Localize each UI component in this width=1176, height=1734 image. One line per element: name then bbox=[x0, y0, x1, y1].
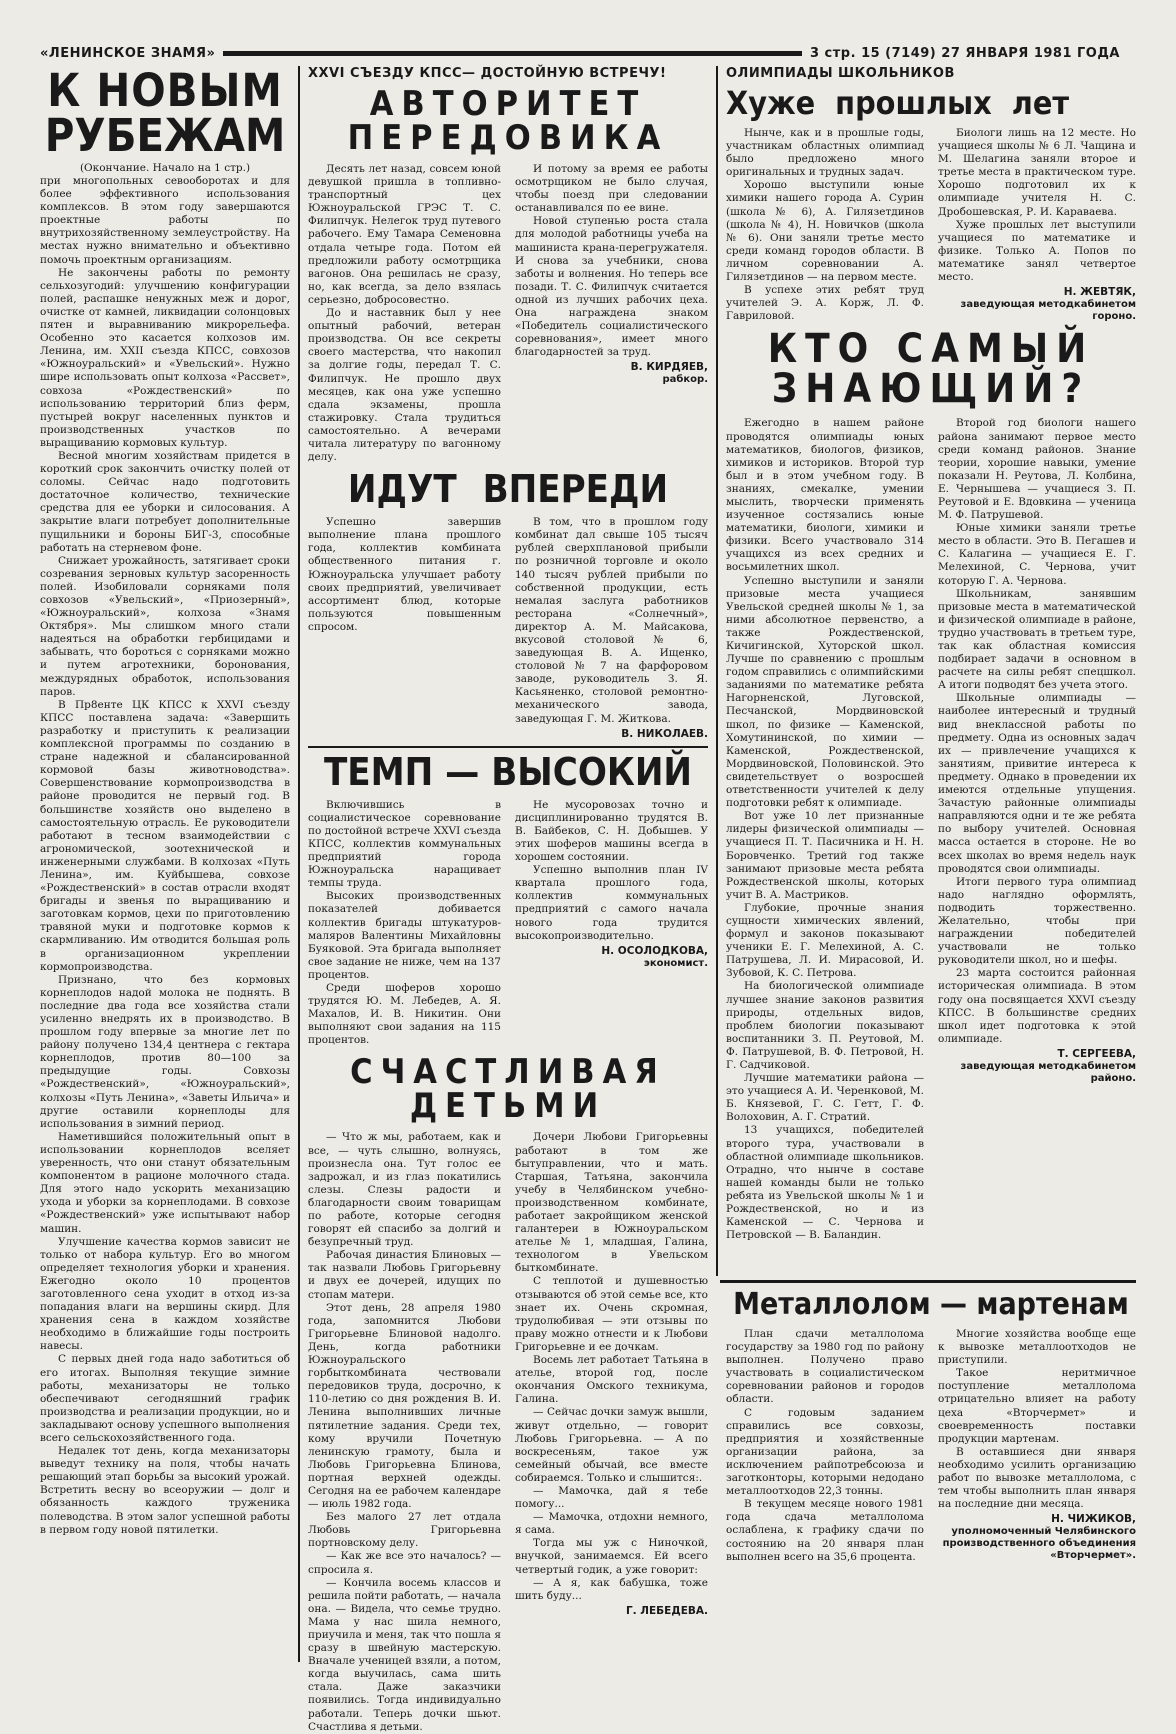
article-tempo bbox=[308, 749, 708, 1048]
signature: Г. ЛЕБЕДЕВА. bbox=[625, 1604, 708, 1617]
article-worse-than-before bbox=[726, 84, 1136, 323]
headline-who-2: ЗНАЮЩИЙ? bbox=[771, 366, 1091, 413]
paragraph: Восемь лет работает Татьяна в ателье, второй год, после окончания Омского техникума, Галина. bbox=[515, 1354, 708, 1406]
paragraph: Лучшие математики района — это учащиеся А. И. Черенковой, М. Б. Князевой, Г. С. Гетт, Г. Ф. Волоховин, А. Г. Стратий. bbox=[726, 1072, 924, 1124]
paragraph: Среди шоферов хорошо трудятся Ю. М. Лебедев, А. Я. Махалов, И. В. Никитин. Они выполняют свои задания на 115 процентов. bbox=[308, 981, 501, 1047]
paragraph: Высоких производственных показателей добивается коллектив бригады штукатуров-маляров Валентины Михайловны Буяковой. Эта бригада выполняет свое задание не ниже, чем на 137 процентов. bbox=[308, 890, 501, 981]
paragraph: Без малого 27 лет отдала Любовь Григорьевна портновскому делу. bbox=[308, 1511, 501, 1550]
headline-authority-2: ПЕРЕДОВИКА bbox=[347, 118, 669, 158]
paragraph: Успешно завершив выполнение плана прошлого года, коллектив комбината общественного питания г. Южноуральска улучшает работу своих предприятий, увеличивает ассортимент блюд, которые пользуются повышенным спросом. bbox=[308, 516, 501, 633]
article-happy-children bbox=[308, 1052, 708, 1733]
paragraph: На биологической олимпиаде лучшее знание законов развития природы, отдельных видов, проблем биологии показывают воспитанники З. П. Реутовой, М. Ф. Патрушевой, В. Ф. Петровой, Н. Г. Садчиковой. bbox=[726, 980, 924, 1071]
paragraph: Новой ступенью роста стала для молодой работницы учеба на машиниста крана-перегружателя. И снова за учебники, снова заботы и волнения. Но теперь все позади. Т. С. Филипчук считается одной из лучших рабочих цеха. Она награждена знаком «Победитель социалистического соревнования», имеет много благодарностей за труд. bbox=[515, 215, 708, 359]
paragraph: Вот уже 10 лет признанные лидеры физической олимпиады — учащиеся П. Т. Пасичника и Н. Н. Боровченко. Третий год также занимают призовые места ребята Рождественской школы, которых учит В. А. Мастриков. bbox=[726, 810, 924, 901]
paragraph: Весной многим хозяйствам придется в короткий срок закончить очистку полей от соломы. Сейчас надо подготовить достаточное количество, технические средства для ее уборки и силосования. А закрытие влаги потребует дополнительные пущильники и бороны БИГ-3, способные работать на стерневом фоне. bbox=[40, 449, 290, 554]
paragraph: Десять лет назад, совсем юной девушкой пришла в топливно-транспортный цех Южноуральской ГРЭС Т. С. Филипчук. Нелегок труд путевого рабочего. Ему Тамара Семеновна отдала четыре года. Потом ей предложили работу осмотрщика вагонов. Она решилась не сразу, но, как всегда, за дело взялась серьезно, добросовестно. bbox=[308, 163, 501, 306]
headline-worse: Хуже прошлых лет bbox=[726, 84, 1070, 122]
headline-authority-1: АВТОРИТЕТ bbox=[369, 84, 647, 124]
paragraph: Наметившийся положительный опыт в использовании корнеплодов вселяет уверенность, что они станут обязательным компонентом в рационе молочного стада. Для этого надо ускорить механизацию ухода и уборки за корнеплодами. В совхозе «Рождественский» уже испытывают набор машин. bbox=[40, 1130, 290, 1235]
paragraph: при многопольных севооборотах и для более эффективного использования комплексов. В этом году завершаются проектные работы по внутрихозяйственному землеустройству. На местах нужно внимательно и объективно помочь проектным организациям. bbox=[40, 175, 290, 266]
signature-role: уполномоченный Челябинского производственного объединения «Вторчермет». bbox=[942, 1526, 1136, 1562]
paragraph: Рабочая династия Блиновых — так назвали Любовь Григорьевну и двух ее дочерей, идущих по стопам матери. bbox=[308, 1249, 501, 1301]
paragraph: — Что ж мы, работаем, как и все, — чуть слышно, волнуясь, произнесла она. Тут голос ее задрожал, и из глаз покатились слезы. Слезы радости и благодарности своим товарищам по работе, которые сегодня говорят ей спасибо за долгий и безупречный труд. bbox=[308, 1131, 501, 1249]
paragraph: Итоги первого тура олимпиад надо наглядно оформлять, подводить торжественно. Желательно, чтобы при награждении победителей участвовали не только руководители школ, но и шефы. bbox=[938, 875, 1136, 967]
column-divider-left bbox=[298, 66, 300, 1662]
paragraph: 13 учащихся, победителей второго тура, участвовали в областной олимпиаде школьников. Отрадно, что нынче в составе нашей команды были не только ребята из Увельской школы № 1 и Рождественской, но и из Каменской — С. Чернова и Петровской — В. Баландин. bbox=[726, 1124, 924, 1242]
signature-role: рабкор. bbox=[662, 374, 708, 386]
box-rule-top bbox=[720, 1280, 1136, 1283]
paragraph: В Пр8енте ЦК КПСС к XXVI съезду КПСС поставлена задача: «Завершить разработку и приступить к реализации комплексной программы по созданию в стране надежной и сбалансированной кормовой базы животноводства». Совершенствование кормопроизводства в районе проводится не первый год. В большинстве хозяйств оно выделено в самостоятельную отрасль. Ее руководители работают в тесном взаимодействии с агрономической, зоотехнической и инженерными службами. В колхозах «Путь Ленина», им. Куйбышева, совхозе «Рождественский» в состав отрасли входят бригады и звенья по выращиванию и заготовкам кормов, цехи по приготовлению травяной муки и подготовке кормов к скармливанию. Им отводится большая роль в организационном укреплении кормопроизводства. bbox=[40, 698, 290, 973]
paragraph: Не мусоровозах точно и дисциплинированно трудятся В. В. Байбеков, С. Н. Добышев. У этих шоферов машины всегда в хорошем состоянии. bbox=[515, 798, 708, 864]
masthead-rule bbox=[223, 51, 802, 56]
paragraph: До и наставник был у нее опытный рабочий, ветеран производства. Он все секреты своего мастерства, что накопил за долгие годы, передал Т. С. Филипчук. Не прошло двух месяцев, как она уже успешно сдала экзамены, прошла стажировку. Стала трудиться самостоятельно. А вечерами читала литературу по вагонному делу. bbox=[308, 307, 501, 464]
paragraph: Ежегодно в нашем районе проводятся олимпиады юных математиков, биологов, физиков, химиков и историков. Второй тур был и в этом учебном году. В знаниях, смекалке, умении мыслить, творчески применять изученное состязались юные математики, биологи, химики и физики. Всего участвовало 314 учащихся из всех средних и восьмилетних школ. bbox=[726, 417, 924, 574]
paragraph: — Мамочка, дай я тебе помогу... bbox=[515, 1484, 708, 1511]
article-authority bbox=[308, 84, 708, 464]
rubric-congress: XXVI СЪЕЗДУ КПСС— ДОСТОЙНУЮ ВСТРЕЧУ! bbox=[308, 66, 667, 81]
paragraph: Юные химики заняли третье место в области. Это В. Пегашев и С. Калагина — учащиеся Е. Г. Мелехиной, С. Чернова, учит которую Г. А. Чернова. bbox=[938, 522, 1136, 587]
headline-lead: ИДУТ ВПЕРЕДИ bbox=[347, 467, 669, 512]
article-lead bbox=[308, 467, 708, 741]
paragraph: Успешно выполнив план IV квартала прошлого года, коллектив коммунальных предприятий с самого начала нового года трудится высокопроизводительно. bbox=[515, 864, 708, 942]
paragraph: — Кончила восемь классов и решила пойти работать, — начала она. — Видела, что семье трудно. Мама у нас шила немного, приучила и меня, так что пошла я сразу в швейную мастерскую. Вначале ученицей взяли, а потом, когда выучилась, сама шить стала. Даже заказчики появились. Тогда индивидуально работали. Теперь дочки шьют. Счастлива я детьми. bbox=[308, 1576, 501, 1733]
middle-column bbox=[308, 66, 708, 1733]
paragraph: И потому за время ее работы осмотрщиком не было случая, чтобы поезд при следовании останавливался по ее вине. bbox=[515, 163, 708, 215]
paragraph: В том, что в прошлом году комбинат дал свыше 105 тысяч рублей сверхплановой прибыли по розничной торговле и около 140 тысяч рублей прибыли по собственной продукции, есть немалая заслуга работников ресторана «Солнечный», директор А. М. Майсакова, вкусовой столовой № 6, заведующая В. А. Ищенко, столовой № 7 на фарфоровом заводе, руководитель З. Я. Касьяненко, столовой ремонтно-механического завода, заведующая Г. М. Житкова. bbox=[515, 516, 708, 725]
paragraph: Такое неритмичное поступление металлолома отрицательно влияет на работу цеха «Вторчермет» и своевременность поставки продукции мартенам. bbox=[938, 1367, 1136, 1445]
paragraph: Биологи лишь на 12 месте. Но учащиеся школы № 6 Л. Чащина и М. Шелагина заняли второе и третье места в практическом туре. Хорошо подготовил их к олимпиаде учителя Н. С. Дробошевская, Р. И. Караваева. bbox=[938, 127, 1136, 218]
signature-role: заведующая методкабинетом гороно. bbox=[960, 299, 1136, 323]
paragraph: Признано, что без кормовых корнеплодов надой молока не поднять. В последние два года все хозяйства стали усиленно внедрять их в производство. В прошлом году впервые за многие лет по району получено 134,4 центнера с гектара корнеплодов, против 80—100 за предыдущие годы. Совхозы «Рождественский», «Южноуральский», колхозы «Путь Ленина», «Заветы Ильича» и другие оставили корнеплоды для использования в зимний период. bbox=[40, 973, 290, 1130]
paragraph: Хорошо выступили юные химики нашего города А. Сурин (школа № 6), А. Гилязетдинов (школа № 4), Н. Новичков (школа № 6). Они заняли третье место среди команд городов области. В личном соревновании А. Гилязетдинов — на первом месте. bbox=[726, 179, 924, 284]
masthead bbox=[40, 42, 1120, 64]
paragraph: Недалек тот день, когда механизаторы выведут технику на поля, чтобы начать решающий этап борьбы за высокий урожай. Встретить весну во всеоружии — долг и обязанность каждого труженика полеводства. В этом залог успешной работы в первом году новой пятилетки. bbox=[40, 1445, 290, 1536]
signature: В. КИРДЯЕВ, bbox=[630, 361, 708, 374]
headline-scrap: Металлолом — мартенам bbox=[733, 1287, 1129, 1322]
paragraph: — Как же все это началось? — спросила я. bbox=[308, 1550, 501, 1576]
headline-line-2: РУБЕЖАМ bbox=[44, 109, 286, 162]
paragraph: План сдачи металлолома государству за 1980 год по району выполнен. Получено право участвовать в социалистическом соревновании районов и городов области. bbox=[726, 1328, 924, 1406]
newspaper-name: «ЛЕНИНСКОЕ ЗНАМЯ» bbox=[40, 45, 216, 61]
column-divider-right bbox=[716, 66, 718, 1276]
continuation-note: (Окончание. Начало на 1 стр.) bbox=[79, 162, 251, 174]
article-divider bbox=[308, 746, 708, 748]
signature: Т. СЕРГЕЕВА, bbox=[1057, 1047, 1136, 1060]
signature: Н. ЧИЖИКОВ, bbox=[1051, 1513, 1136, 1526]
paragraph: Школьные олимпиады — наиболее интересный и трудный вид внеклассной работы по предмету. Одна из основных задач их — привлечение учащихся к занятиям, привитие интереса к предмету. Однако в проведении их имеются отдельные упущения. Зачастую районные олимпиады направляются одни и те же ребята по выбору учителей. Основная масса остается в стороне. Не во всех школах во время недель наук проводятся свои олимпиады. bbox=[938, 692, 1136, 875]
paragraph: Хуже прошлых лет выступили учащиеся по математике и физике. Только А. Попов по математике занял четвертое место. bbox=[938, 218, 1136, 284]
headline-line-1: К НОВЫМ bbox=[47, 64, 283, 117]
paragraph: Снижает урожайность, затягивает сроки созревания зерновых культур засоренность полей. Изобиловали сорняками поля совхозов «Увельский», «Приозерный», «Южноуральский», колхоза «Знамя Октября». Мы слишком много стали надеяться на обработки гербицидами и забывать, что бороться с сорняками можно и путем агротехники, боронования, междурядных обработок, использования паров. bbox=[40, 554, 290, 698]
paragraph: С годовым заданием справились все совхозы, предприятия и хозяйственные организации района, за исключением райпотребсоюза и заготконторы, которыми недодано металлоотходов 22,3 тонны. bbox=[726, 1406, 924, 1498]
headline-who-1: КТО САМЫЙ bbox=[767, 326, 1095, 373]
paragraph: Многие хозяйства вообще еще к вывозке металлоотходов не приступили. bbox=[938, 1328, 1136, 1367]
headline-happy-1: СЧАСТЛИВАЯ bbox=[350, 1052, 666, 1093]
paragraph: Глубокие, прочные знания сущности химических явлений, формул и законов показывают ученики Е. Г. Мелехиной, А. С. Патрушева, Л. И. Мирасовой, И. Зубовой, К. С. Петрова. bbox=[726, 901, 924, 980]
signature-role: экономист. bbox=[643, 957, 708, 969]
paragraph: Включившись в социалистическое соревнование по достойной встрече XXVI съезда КПСС, коллектив коммунальных предприятий города Южноуральска наращивает темпы труда. bbox=[308, 798, 501, 890]
signature: В. НИКОЛАЕВ. bbox=[621, 727, 708, 740]
paragraph: С первых дней года надо заботиться об его итогах. Выполняя текущие зимние работы, механизаторы не только обеспечивают сегодняшний график производства и реализации продукции, но и закладывают основу успешного выполнения всего сельскохозяйственного года. bbox=[40, 1353, 290, 1444]
headline-tempo: ТЕМП — ВЫСОКИЙ bbox=[323, 749, 693, 794]
paragraph: Улучшение качества кормов зависит не только от набора культур. Его во многом определяет технология уборки и хранения. Ежегодно около 10 процентов заготовленного сена уходит в отход из-за попадания влаги на вершины скирд. Для хранения сена в каждом хозяйстве необходимо в ближайшие годы построить навесы. bbox=[40, 1235, 290, 1353]
right-column bbox=[726, 66, 1136, 1276]
paragraph: — Сейчас дочки замуж вышли, живут отдельно, — говорит Любовь Григорьевна. — А по воскресеньям, такое уж семейный обычай, все вместе собираемся. Только и слышится:. bbox=[515, 1406, 708, 1484]
paragraph: — А я, как бабушка, тоже шить буду... bbox=[515, 1576, 708, 1602]
paragraph: В текущем месяце нового 1981 года сдача металлолома ослаблена, к графику сдачи по состоянию на 20 января план выполнен всего на 35,6 процента. bbox=[726, 1498, 924, 1563]
paragraph: Дочери Любови Григорьевны работают в том же бытуправлении, что и мать. Старшая, Татьяна, закончила учебу в Челябинском учебно-производственном комбинате, работает закройщиком женской галантереи в Южноуральском ателье № 1, младшая, Галина, технологом в Увельском быткомбинате. bbox=[515, 1131, 708, 1275]
article-scrap-metal bbox=[726, 1287, 1136, 1664]
paragraph: В успехе этих ребят труд учителей Э. А. Корж, Л. Ф. Гавриловой. bbox=[726, 284, 924, 323]
paragraph: Нынче, как и в прошлые годы, участникам областных олимпиад было предложено много оригинальных и трудных задач. bbox=[726, 127, 924, 179]
issue-info: 3 стр. 15 (7149) 27 ЯНВАРЯ 1981 ГОДА bbox=[809, 45, 1120, 61]
paragraph: С теплотой и душевностью отзываются об этой семье все, кто знает их. Очень скромная, трудолюбивая — эти отзывы по праву можно отнести и к Любови Григорьевне и ее дочкам. bbox=[515, 1275, 708, 1353]
paragraph: Этот день, 28 апреля 1980 года, запомнится Любови Григорьевне Блиновой надолго. День, когда работники Южноуральского горбыткомбината чествовали передовиков труда, досрочно, к 110-летию со дня рождения В. И. Ленина выполнивших личные пятилетние задания. Среди тех, кому вручили Почетную ленинскую грамоту, была и Любовь Григорьевна Блинова, портная верхней одежды. Сегодня на ее рабочем календаре — июль 1982 года. bbox=[308, 1301, 501, 1511]
paragraph: Второй год биологи нашего района занимают первое место среди команд районов. Знание теории, хорошие навыки, умение показали Н. Реутова, Л. Колбина, Е. Чернышева — учащиеся З. П. Реутовой и Е. Вдовкина — ученица М. Ф. Патрушевой. bbox=[938, 417, 1136, 522]
signature-role: заведующая методкабинетом районо. bbox=[960, 1060, 1136, 1084]
rubric-olympiads: ОЛИМПИАДЫ ШКОЛЬНИКОВ bbox=[726, 66, 955, 81]
signature: Н. ОСОЛОДКОВА, bbox=[601, 944, 708, 957]
paragraph: В оставшиеся дни января необходимо усилить организацию работ по вывозке металлолома, с тем чтобы выполнить план января на последние дни месяца. bbox=[938, 1445, 1136, 1511]
paragraph: 23 марта состоится районная историческая олимпиада. В этом году она посвящается XXVI съезду КПСС. В большинстве средних школ идет подготовка к этой олимпиаде. bbox=[938, 967, 1136, 1045]
paragraph: — Мамочка, отдохни немного, я сама. bbox=[515, 1511, 708, 1537]
signature: Н. ЖЕВТЯК, bbox=[1063, 286, 1136, 299]
paragraph: Тогда мы уж с Ниночкой, внучкой, занимаемся. Ей всего четвертый годик, а уже говорит: bbox=[515, 1537, 708, 1576]
article-new-frontiers bbox=[40, 64, 290, 1664]
article-who-knows-most bbox=[726, 326, 1136, 1242]
paragraph: Не закончены работы по ремонту сельхозугодий: улучшению конфигурации полей, распашке ненужных меж и дорог, очистке от камней, ликвидации солонцовых пятен и выравниванию микрорельефа. Особенно это касается колхозов им. Ленина, им. XXII съезда КПСС, совхозов «Южноуральский» и «Увельский». Нужно шире использовать опыт колхоза «Рассвет», совхоза «Рождественский» по использованию территорий близ ферм, пустырей вокруг населенных пунктов и производственных участков по выращиванию кормовых культур. bbox=[40, 266, 290, 449]
headline-happy-2: ДЕТЬМИ bbox=[409, 1086, 607, 1127]
paragraph: Школьникам, занявшим призовые места в математической и физической олимпиаде в районе, трудно участвовать в третьем туре, так как областная комиссия подбирает задачи в основном в расчете на силы ребят спецшкол. А итоги подводят без учета этого. bbox=[938, 587, 1136, 692]
paragraph: Успешно выступили и заняли призовые места учащиеся Увельской средней школы № 1, за ними абсолютное первенство, а также Рождественской, Кичигинской, Хуторской школ. Лучше по сравнению с прошлым годом справились с олимпийскими заданиями по математике ребята Нагорненской, Луговской, Песчанской, Мордвиновской школ, по физике — Каменской, Хомутининской, по химии — Каменской, Рождественской, Мордвиновской, Половинской. Это свидетельствует о возросшей ответственности учителей к делу подготовки ребят к олимпиаде. bbox=[726, 574, 924, 810]
